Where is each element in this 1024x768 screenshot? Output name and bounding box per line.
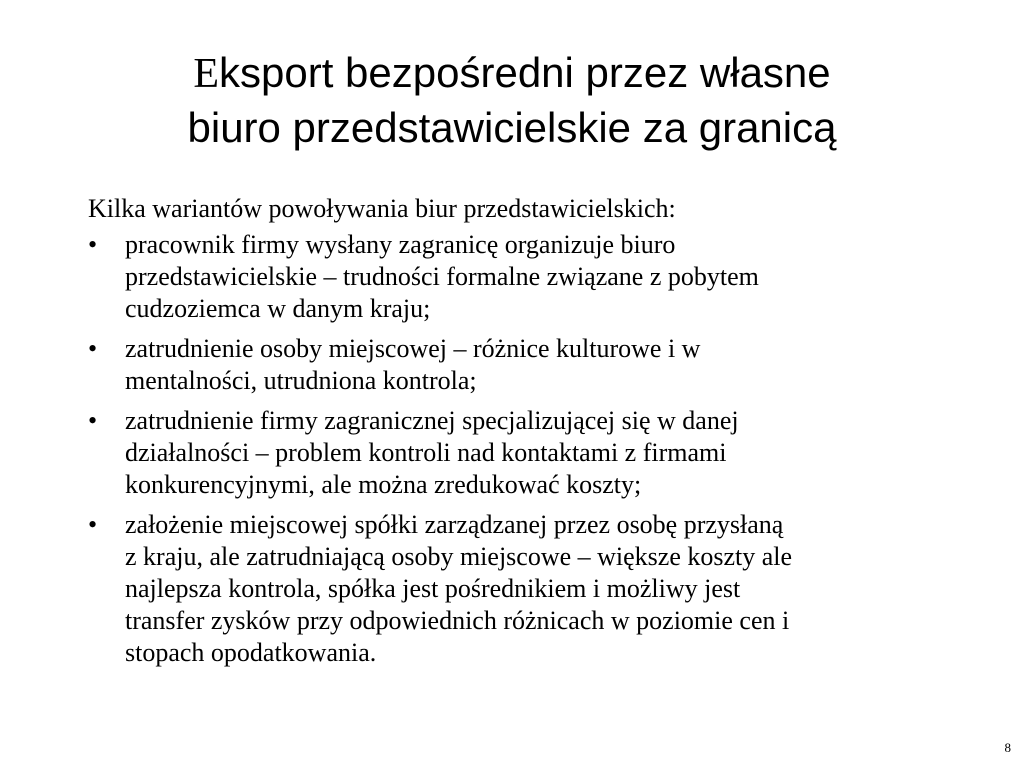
title-line-1-text: ksport bezpośredni przez własne xyxy=(219,49,831,96)
bullet-icon: • xyxy=(88,510,98,539)
page-number: 8 xyxy=(1004,740,1011,755)
bullet-item xyxy=(88,509,948,669)
intro-text: Kilka wariantów powoływania biur przedstawicielskich: xyxy=(88,194,676,223)
bullet-line: transfer zysków przy odpowiednich różnicach w poziomie cen i xyxy=(125,606,790,635)
bullet-item xyxy=(88,405,948,501)
slide-title xyxy=(40,46,984,155)
bullet-line: przedstawicielskie – trudności formalne związane z pobytem xyxy=(125,262,759,291)
bullet-line: działalności – problem kontroli nad kontaktami z firmami xyxy=(125,438,727,467)
bullet-item xyxy=(88,333,948,397)
bullet-icon: • xyxy=(88,230,98,259)
bullet-list xyxy=(88,229,948,669)
slide-body xyxy=(88,193,948,677)
bullet-icon: • xyxy=(88,334,98,363)
bullet-line: pracownik firmy wysłany zagranicę organizuje biuro xyxy=(125,230,676,259)
title-line-2: biuro przedstawicielskie za granicą xyxy=(187,104,837,151)
title-line-1 xyxy=(40,46,984,101)
bullet-line: założenie miejscowej spółki zarządzanej przez osobę przysłaną xyxy=(125,510,784,539)
bullet-line: zatrudnienie firmy zagranicznej specjalizującej się w danej xyxy=(125,406,739,435)
bullet-line: zatrudnienie osoby miejscowej – różnice kulturowe i w xyxy=(125,334,701,363)
title-lead-letter: E xyxy=(193,51,219,97)
bullet-line: z kraju, ale zatrudniającą osoby miejscowe – większe koszty ale xyxy=(125,542,793,571)
bullet-icon: • xyxy=(88,406,98,435)
bullet-item xyxy=(88,229,948,325)
bullet-line: konkurencyjnymi, ale można zredukować koszty; xyxy=(125,470,642,499)
bullet-line: cudzoziemca w danym kraju; xyxy=(125,294,431,323)
bullet-line: najlepsza kontrola, spółka jest pośrednikiem i możliwy jest xyxy=(125,574,741,603)
bullet-line: mentalności, utrudniona kontrola; xyxy=(125,366,477,395)
bullet-line: stopach opodatkowania. xyxy=(125,638,377,667)
